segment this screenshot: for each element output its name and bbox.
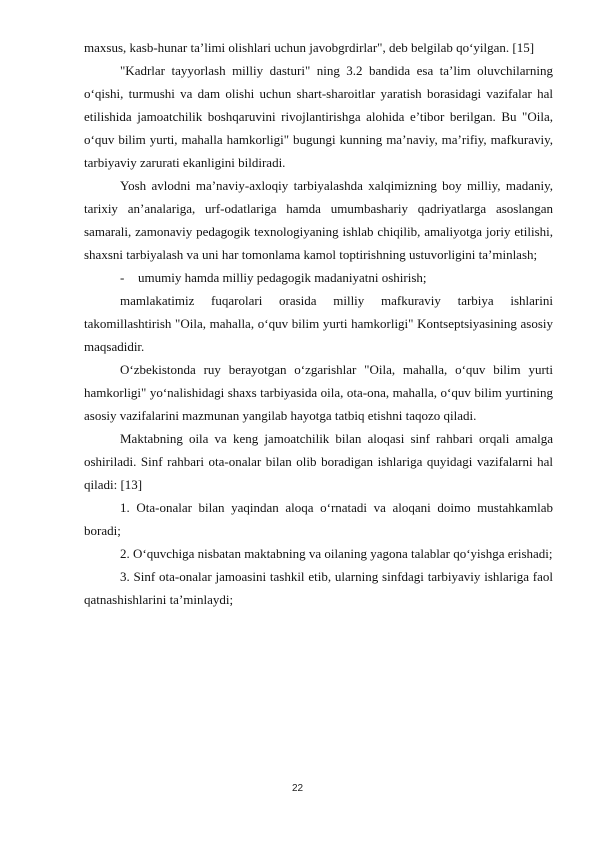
page-number: 22 bbox=[291, 783, 304, 794]
document-body bbox=[84, 36, 553, 611]
paragraph-kadrlar-dasturi: "Kadrlar tayyorlash milliy dasturi" ning 3.2 bandida esa ta’lim oluvchilarning o‘qishi, turmushi va dam olishi uchun shart-sharoitlar yaratish borasidagi vazifalar hal etilishida jamoatchilik boshqaruvini rivojlantirishga alohida e’tibor berilgan. Bu "Oila, o‘quv bilim yurti, mahalla hamkorligi" bugungi kunning ma’naviy, ma’rifiy, mafkuraviy, tarbiyaviy zarurati ekanligini bildiradi. bbox=[84, 63, 553, 170]
paragraph-maktab-oila: Maktabning oila va keng jamoatchilik bilan aloqasi sinf rahbari orqali amalga oshiriladi. Sinf rahbari ota-onalar bilan olib boradigan ishlariga quyidagi vazifalarni hal qiladi: [13] bbox=[84, 431, 553, 492]
paragraph-yosh-avlod: Yosh avlodni ma’naviy-axloqiy tarbiyalashda xalqimizning boy milliy, madaniy, tarixiy an’analariga, urf-odatlariga hamda umumbashariy qadriyatlarga asoslangan samarali, zamonaviy pedagogik texnologiyaning ishlab chiqilib, amaliyotga joriy etilishi, shaxsni tarbiyalash va uni har tomonlama kamol toptirishning ustuvorligini ta’minlash; bbox=[84, 178, 553, 262]
dash-bullet: - bbox=[120, 270, 125, 285]
dash-list-item-text: umumiy hamda milliy pedagogik madaniyatni oshirish; bbox=[138, 270, 427, 285]
dash-list-item bbox=[84, 266, 553, 289]
numbered-item-2: 2. O‘quvchiga nisbatan maktabning va oilaning yagona talablar qo‘yishga erishadi; bbox=[120, 546, 553, 561]
numbered-item-1: 1. Ota-onalar bilan yaqindan aloqa o‘rnatadi va aloqani doimo mustahkamlab boradi; bbox=[84, 500, 553, 538]
paragraph-mamlakatimiz: mamlakatimiz fuqarolari orasida milliy mafkuraviy tarbiya ishlarini takomillashtirish "Oila, mahalla, o‘quv bilim yurti hamkorligi" Kontseptsiyasining asosiy maqsadidir. bbox=[84, 293, 553, 354]
paragraph-ozbekiston: O‘zbekistonda ruy berayotgan o‘zgarishlar "Oila, mahalla, o‘quv bilim yurti hamkorligi" yo‘nalishidagi shaxs tarbiyasida oila, ota-ona, mahalla, o‘quv bilim yurtining asosiy vazifalarini mazmunan yangilab hayotga tatbiq etishni taqozo qiladi. bbox=[84, 362, 553, 423]
paragraph-continuation: maxsus, kasb-hunar ta’limi olishlari uchun javobgrdirlar", deb belgilab qo‘yilgan. [15] bbox=[84, 40, 535, 55]
numbered-item-3: 3. Sinf ota-onalar jamoasini tashkil etib, ularning sinfdagi tarbiyaviy ishlariga faol qatnashishlarini ta’minlaydi; bbox=[84, 569, 553, 607]
